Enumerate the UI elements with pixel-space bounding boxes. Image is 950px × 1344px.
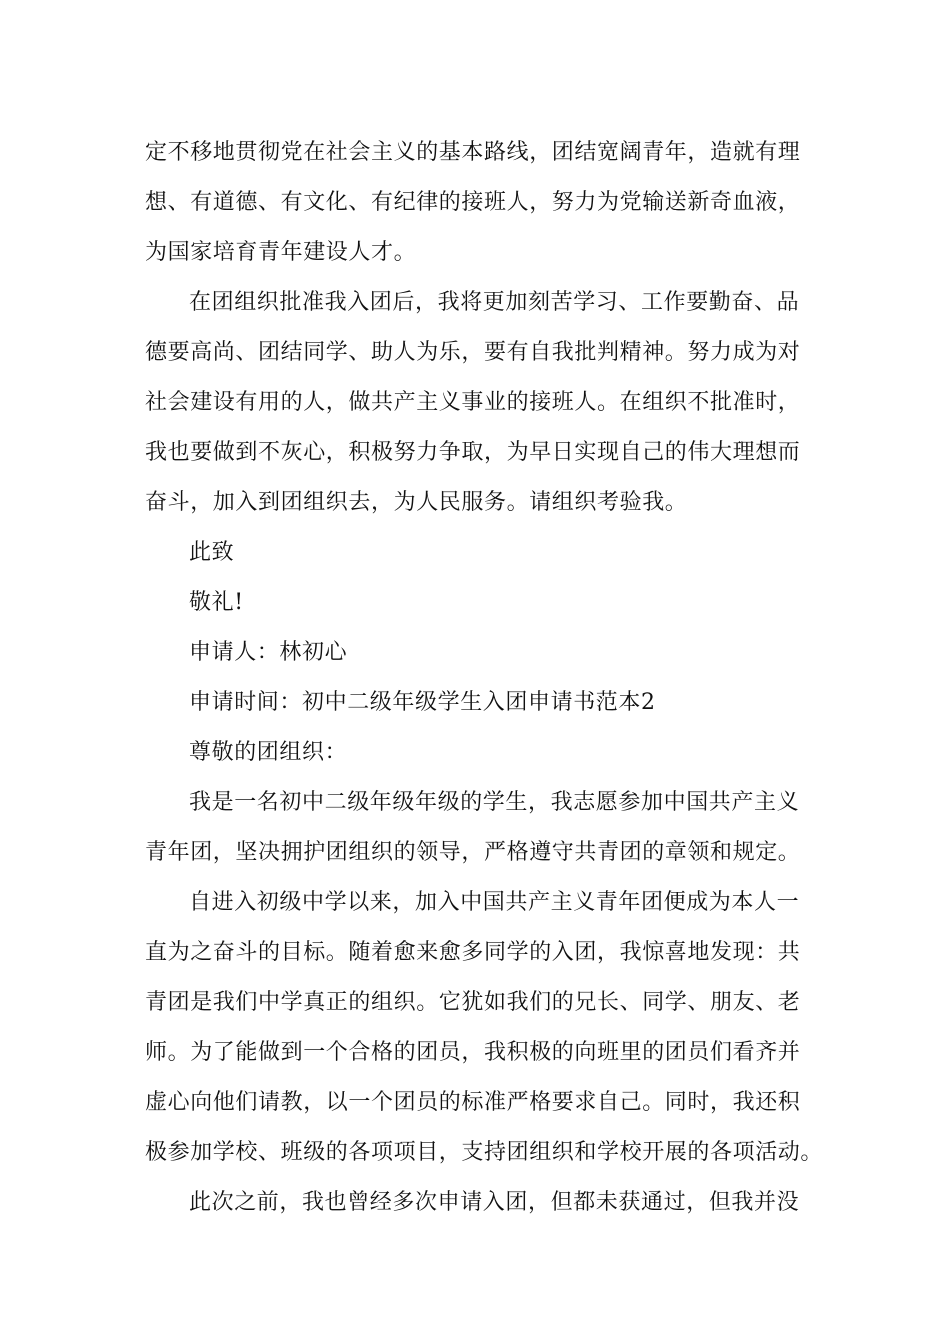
text-line: 奋斗，加入到团组织去，为人民服务。请组织考验我。 (145, 490, 688, 515)
text-line: 想、有道德、有文化、有纪律的接班人，努力为党输送新奇血液， (145, 190, 801, 215)
text-line: 定不移地贯彻党在社会主义的基本路线，团结宽阔青年，造就有理 (145, 140, 801, 165)
text-line: 师。为了能做到一个合格的团员，我积极的向班里的团员们看齐并 (145, 1040, 801, 1065)
text-line: 德要高尚、团结同学、助人为乐，要有自我批判精神。努力成为对 (145, 340, 801, 365)
paragraph-first-line: 在团组织批准我入团后，我将更加刻苦学习、工作要勤奋、品 (189, 290, 800, 315)
text-line: 我也要做到不灰心，积极努力争取，为早日实现自己的伟大理想而 (145, 440, 801, 465)
text-line: 社会建设有用的人，做共产主义事业的接班人。在组织不批准时， (145, 390, 801, 415)
text-line: 青年团，坚决拥护团组织的领导，严格遵守共青团的章领和规定。 (145, 840, 801, 865)
letter-greeting: 尊敬的团组织： (189, 740, 348, 765)
paragraph-first-line: 我是一名初中二级年级年级的学生，我志愿参加中国共产主义 (189, 790, 800, 815)
paragraph-first-line: 自进入初级中学以来，加入中国共产主义青年团便成为本人一 (189, 890, 800, 915)
application-time: 申请时间：初中二级年级学生入团申请书范本2 (189, 690, 656, 715)
closing-salutation: 此致 (189, 540, 235, 565)
paragraph-first-line: 此次之前，我也曾经多次申请入团，但都未获通过，但我并没 (189, 1190, 800, 1215)
document-body (145, 128, 824, 1228)
text-line: 直为之奋斗的目标。随着愈来愈多同学的入团，我惊喜地发现：共 (145, 940, 801, 965)
text-line: 虚心向他们请教，以一个团员的标准严格要求自己。同时，我还积 (145, 1090, 801, 1115)
closing-respect: 敬礼! (189, 590, 244, 615)
text-line: 为国家培育青年建设人才。 (145, 240, 417, 265)
text-line: 青团是我们中学真正的组织。它犹如我们的兄长、同学、朋友、老 (145, 990, 801, 1015)
applicant-name: 申请人：林初心 (189, 640, 348, 665)
text-line: 极参加学校、班级的各项项目，支持团组织和学校开展的各项活动。 (145, 1140, 824, 1165)
